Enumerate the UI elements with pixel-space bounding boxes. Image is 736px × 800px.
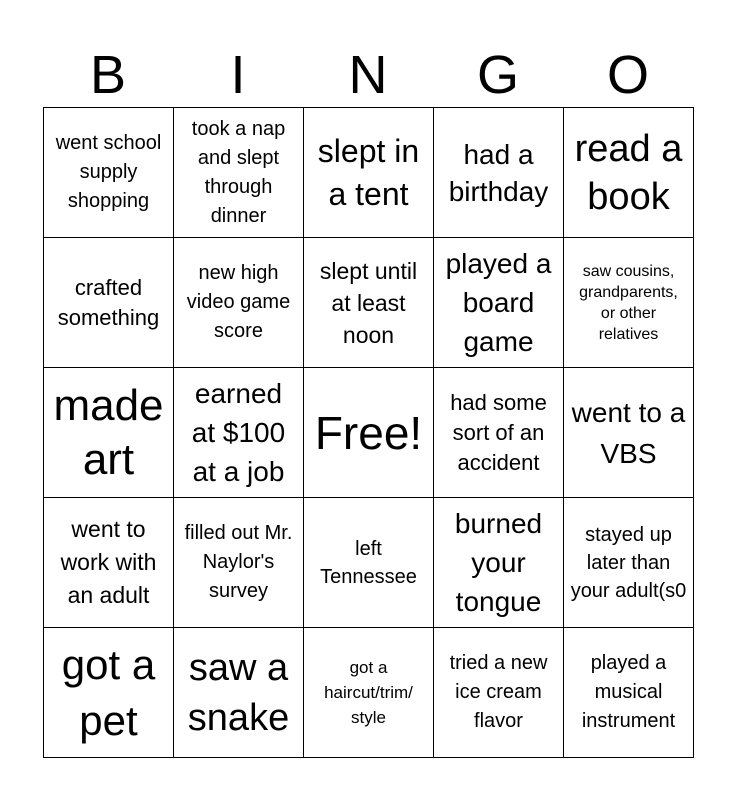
- bingo-cell[interactable]: [174, 238, 304, 368]
- bingo-cell[interactable]: [564, 108, 694, 238]
- cell-text: stayed up later than your adult(s0: [570, 523, 687, 602]
- bingo-cell[interactable]: [44, 498, 174, 628]
- bingo-cell[interactable]: [44, 108, 174, 238]
- cell-text: went school supply shopping: [55, 132, 162, 212]
- header-letter-o: O: [606, 45, 649, 105]
- bingo-cell[interactable]: [434, 498, 564, 628]
- bingo-cell[interactable]: [304, 628, 434, 758]
- header-letter-b: B: [89, 45, 127, 105]
- cell-text: took a nap and slept through dinner: [191, 117, 286, 227]
- cell-text: went to a VBS: [571, 396, 686, 469]
- cell-text: saw cousins, grandparents, or other relatives: [579, 262, 678, 343]
- bingo-cell[interactable]: [564, 628, 694, 758]
- cell-text: left Tennessee: [320, 537, 417, 588]
- bingo-cell[interactable]: [304, 368, 434, 498]
- bingo-cell[interactable]: [434, 238, 564, 368]
- cell-text: read a book: [574, 127, 683, 218]
- bingo-cell[interactable]: [174, 628, 304, 758]
- bingo-cell[interactable]: [44, 628, 174, 758]
- cell-text: filled out Mr. Naylor's survey: [184, 522, 293, 602]
- cell-text: had some sort of an accident: [450, 389, 547, 475]
- cell-text: went to work with an adult: [60, 516, 157, 608]
- cell-text: got a haircut/trim/ style: [324, 658, 413, 727]
- bingo-cell[interactable]: [304, 238, 434, 368]
- bingo-cell[interactable]: [44, 238, 174, 368]
- bingo-cell[interactable]: [564, 498, 694, 628]
- cell-text: played a musical instrument: [581, 652, 676, 732]
- header-letter-i: I: [230, 45, 246, 105]
- cell-text: slept until at least noon: [319, 257, 418, 348]
- bingo-cell[interactable]: [304, 498, 434, 628]
- bingo-cell[interactable]: [434, 108, 564, 238]
- header-letter-g: G: [476, 45, 519, 105]
- bingo-cell[interactable]: [564, 238, 694, 368]
- cell-text: got a pet: [61, 640, 156, 744]
- cell-text: crafted something: [57, 274, 160, 330]
- cell-text: tried a new ice cream flavor: [449, 652, 548, 732]
- cell-text: slept in a tent: [317, 132, 420, 212]
- cell-text: made art: [53, 380, 164, 484]
- cell-text: earned at $100 at a job: [191, 378, 286, 487]
- bingo-cell[interactable]: [304, 108, 434, 238]
- bingo-cell[interactable]: [564, 368, 694, 498]
- bingo-cell[interactable]: [174, 368, 304, 498]
- bingo-cell[interactable]: [44, 368, 174, 498]
- free-space: Free!: [314, 406, 423, 459]
- cell-text: had a birthday: [448, 138, 549, 207]
- cell-text: saw a snake: [187, 646, 290, 739]
- cell-text: burned your tongue: [454, 508, 543, 617]
- bingo-cell[interactable]: [174, 108, 304, 238]
- bingo-header: [43, 45, 693, 105]
- bingo-cell[interactable]: [434, 368, 564, 498]
- cell-text: played a board game: [445, 248, 552, 357]
- bingo-grid: [43, 107, 694, 758]
- bingo-cell[interactable]: [174, 498, 304, 628]
- bingo-cell[interactable]: [434, 628, 564, 758]
- cell-text: new high video game score: [186, 262, 291, 342]
- header-letter-n: N: [348, 45, 388, 105]
